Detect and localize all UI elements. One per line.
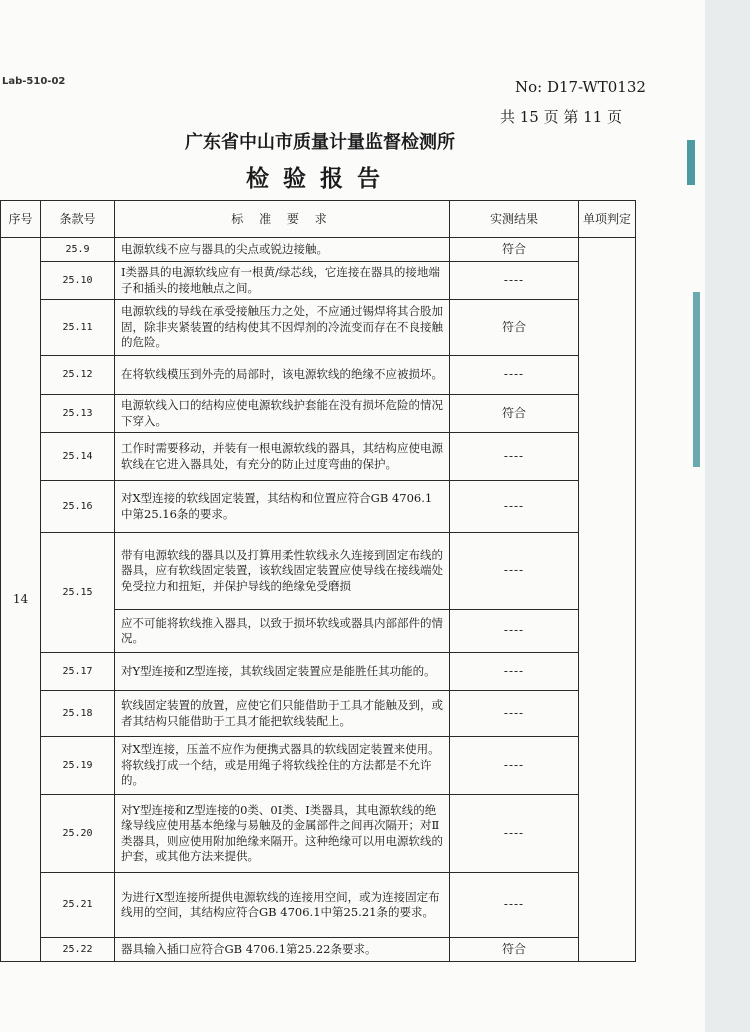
requirement-cell: 对Y型连接和Z型连接的0类、0I类、Ⅰ类器具，其电源软线的绝缘导线应使用基本绝缘与易触及的金属部件之间再次隔开；对Ⅱ类器具，则应使用附加绝缘来隔开。这种绝缘可以用电源软线的护套，或其他方法来提供。	[115, 795, 450, 873]
result-cell: 符合	[450, 238, 579, 262]
result-cell: ----	[450, 691, 579, 737]
clause-cell: 25.12	[41, 356, 115, 395]
col-header-seq: 序号	[1, 201, 41, 238]
requirement-cell: 应不可能将软线推入器具，以致于损坏软线或器具内部部件的情况。	[115, 610, 450, 653]
table-row	[1, 395, 636, 433]
requirement-cell: 工作时需要移动，并装有一根电源软线的器具，其结构应使电源软线在它进入器具处，有充分的防止过度弯曲的保护。	[115, 433, 450, 481]
requirement-cell: 在将软线模压到外壳的局部时，该电源软线的绝缘不应被损坏。	[115, 356, 450, 395]
table-row	[1, 691, 636, 737]
test-results-table	[0, 200, 636, 962]
col-header-clause: 条款号	[41, 201, 115, 238]
table-row	[1, 873, 636, 938]
result-cell: ----	[450, 481, 579, 533]
clause-cell: 25.11	[41, 300, 115, 356]
table-row	[1, 737, 636, 795]
clause-cell: 25.20	[41, 795, 115, 873]
col-header-judgement: 单项判定	[579, 201, 636, 238]
requirement-cell: 电源软线不应与器具的尖点或锐边接触。	[115, 238, 450, 262]
clause-cell: 25.15	[41, 533, 115, 653]
result-cell: ----	[450, 356, 579, 395]
table-header-row	[1, 201, 636, 238]
result-cell: ----	[450, 795, 579, 873]
page-info: 共 15 页 第 11 页	[500, 108, 623, 126]
clause-cell: 25.14	[41, 433, 115, 481]
requirement-cell: 对Y型连接和Z型连接，其软线固定装置应是能胜任其功能的。	[115, 653, 450, 691]
clause-cell: 25.13	[41, 395, 115, 433]
clause-cell: 25.21	[41, 873, 115, 938]
table-row	[1, 481, 636, 533]
institute-name: 广东省中山市质量计量监督检测所	[185, 132, 455, 153]
report-number: No: D17-WT0132	[515, 78, 646, 96]
table-row	[1, 238, 636, 262]
result-cell: ----	[450, 737, 579, 795]
table-row	[1, 262, 636, 300]
result-cell: ----	[450, 262, 579, 300]
clause-cell: 25.10	[41, 262, 115, 300]
result-cell: ----	[450, 653, 579, 691]
report-title: 检验报告	[246, 166, 394, 192]
lab-code: Lab-510-02	[2, 76, 66, 87]
table-row	[1, 433, 636, 481]
clause-cell: 25.17	[41, 653, 115, 691]
table-row	[1, 300, 636, 356]
seq-cell: 14	[1, 238, 41, 962]
binder-tab	[687, 140, 695, 185]
table-row	[1, 533, 636, 610]
requirement-cell: 器具输入插口应符合GB 4706.1第25.22条要求。	[115, 938, 450, 962]
binder-tab	[693, 292, 700, 467]
clause-cell: 25.19	[41, 737, 115, 795]
col-header-result: 实测结果	[450, 201, 579, 238]
table-row	[1, 938, 636, 962]
clause-cell: 25.18	[41, 691, 115, 737]
result-cell: 符合	[450, 938, 579, 962]
table-row	[1, 795, 636, 873]
requirement-cell: Ⅰ类器具的电源软线应有一根黄/绿芯线，它连接在器具的接地端子和插头的接地触点之间。	[115, 262, 450, 300]
clause-cell: 25.16	[41, 481, 115, 533]
page-edge	[705, 0, 750, 1032]
judgement-cell	[579, 238, 636, 962]
requirement-cell: 对X型连接的软线固定装置，其结构和位置应符合GB 4706.1中第25.16条的要求。	[115, 481, 450, 533]
col-header-requirement: 标 准 要 求	[115, 201, 450, 238]
result-cell: 符合	[450, 395, 579, 433]
requirement-cell: 带有电源软线的器具以及打算用柔性软线永久连接到固定布线的器具，应有软线固定装置，该软线固定装置应使导线在接线端处免受拉力和扭矩，并保护导线的绝缘免受磨损	[115, 533, 450, 610]
requirement-cell: 软线固定装置的放置，应使它们只能借助于工具才能触及到，或者其结构只能借助于工具才能把软线装配上。	[115, 691, 450, 737]
result-cell: 符合	[450, 300, 579, 356]
table-row	[1, 653, 636, 691]
result-cell: ----	[450, 533, 579, 610]
table-row	[1, 356, 636, 395]
requirement-cell: 电源软线的导线在承受接触压力之处，不应通过锡焊将其合股加固，除非夹紧装置的结构使其不因焊剂的冷流变而存在不良接触的危险。	[115, 300, 450, 356]
requirement-cell: 对X型连接，压盖不应作为便携式器具的软线固定装置来使用。将软线打成一个结，或是用绳子将软线拴住的方法都是不允许的。	[115, 737, 450, 795]
result-cell: ----	[450, 873, 579, 938]
requirement-cell: 电源软线入口的结构应使电源软线护套能在没有损坏危险的情况下穿入。	[115, 395, 450, 433]
result-cell: ----	[450, 433, 579, 481]
clause-cell: 25.9	[41, 238, 115, 262]
clause-cell: 25.22	[41, 938, 115, 962]
result-cell: ----	[450, 610, 579, 653]
requirement-cell: 为进行X型连接所提供电源软线的连接用空间，或为连接固定布线用的空间，其结构应符合GB 4706.1中第25.21条的要求。	[115, 873, 450, 938]
